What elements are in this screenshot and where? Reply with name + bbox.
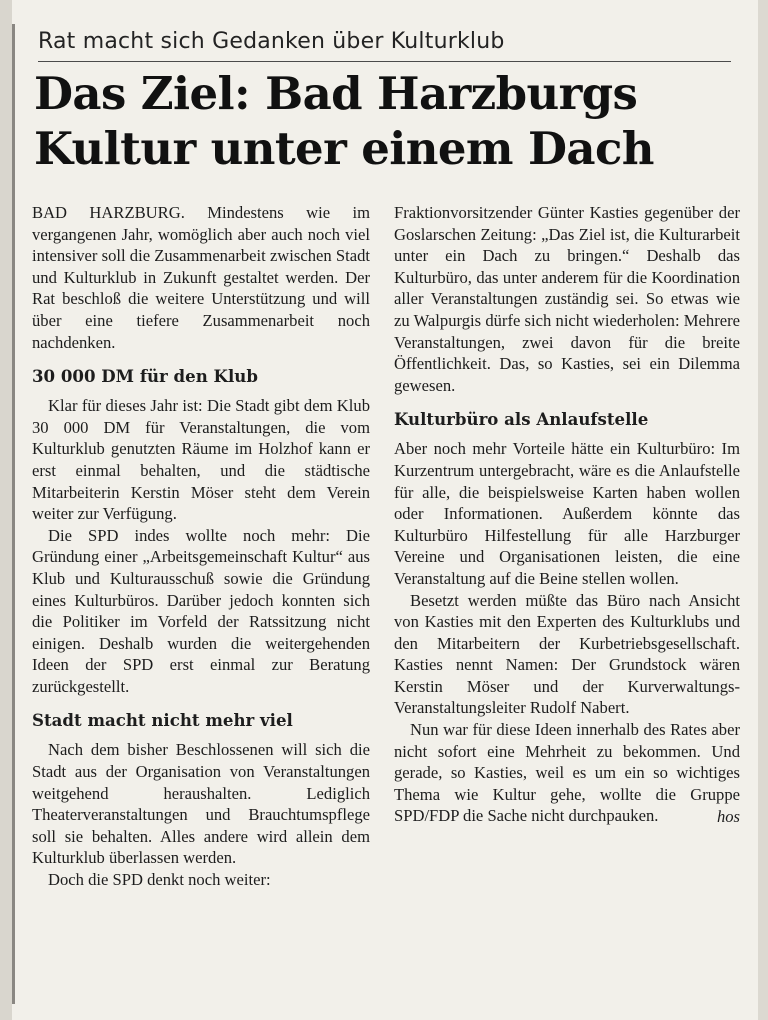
article-column-1	[32, 202, 370, 891]
subheading-kulturbuero: Kulturbüro als Anlaufstelle	[394, 409, 649, 430]
headline-line-1: Das Ziel: Bad Harzburgs	[34, 67, 638, 120]
author-signature: hos	[716, 807, 740, 827]
lead-paragraph: BAD HARZBURG. Mindestens wie im vergangenen Jahr, womöglich aber auch noch viel intensiver soll die Zusammenarbeit zwischen Stadt und Kulturklub in Zukunft gestaltet werden. Der Rat beschloß die weitere Unterstützung und will über eine tiefere Zusammenarbeit noch nachdenken.	[32, 203, 370, 352]
paragraph: Nun war für diese Ideen innerhalb des Rates aber nicht sofort eine Mehrheit zu bekommen. Und gerade, so Kasties, weil es um ein so wichtiges Thema wie Kultur gehe, wollte die Gruppe SPD/FDP die Sache nicht durchpauken.	[394, 720, 740, 826]
paragraph: Klar für dieses Jahr ist: Die Stadt gibt dem Klub 30 000 DM für Veranstaltungen, die vom Kulturklub genutzten Räume im Holzhof kann er erst einmal behalten, und die städtische Mitarbeiterin Kerstin Möser steht dem Verein weiter zur Verfügung.	[32, 396, 370, 524]
paragraph: Die SPD indes wollte noch mehr: Die Gründung einer „Arbeitsgemeinschaft Kultur“ aus Klub und Kulturausschuß sowie die Gründung eines Kulturbüros. Darüber jedoch konnten sich die Politiker im Vorfeld der Ratssitzung nicht einigen. Deshalb wurden die weitergehenden Ideen der SPD erst einmal zur Beratung zurückgestellt.	[32, 525, 370, 696]
paragraph: Aber noch mehr Vorteile hätte ein Kulturbüro: Im Kurzentrum untergebracht, wäre es die Anlaufstelle für alle, die beispielsweise Karten haben wollen oder Informationen. Außerdem könnte das Kulturbüro Hilfestellung für alle Harzburger Vereine und Organisationen leisten, die eine Veranstaltung auf die Beine stellen wollen.	[394, 439, 740, 588]
subheading-stadt: Stadt macht nicht mehr viel	[32, 710, 293, 731]
page-edge-left	[0, 0, 12, 1020]
paragraph: Doch die SPD denkt noch weiter:	[48, 870, 271, 890]
paragraph: Fraktionvorsitzender Günter Kasties gegenüber der Goslarschen Zeitung: „Das Ziel ist, die Kulturarbeit unter ein Dach zu bringen.“ Deshalb das Kulturbüro, das unter anderem für die Koordination aller Veranstaltungen zuständig sei. So etwas wie zu Walpurgis dürfe sich nicht wiederholen: Mehrere Veranstaltungen, zwei davon für die breite Öffentlichkeit. Das, so Kasties, sei ein Dilemma gewesen.	[394, 203, 740, 395]
paragraph: Besetzt werden müßte das Büro nach Ansicht von Kasties mit den Experten des Kulturklubs und den Mitarbeitern der Kurbetriebsgesellschaft. Kasties nennt Namen: Der Grundstock wären Kerstin Möser und der Kurverwaltungs-Veranstaltungsleiter Rudolf Nabert.	[394, 590, 740, 718]
kicker-underline	[38, 61, 731, 62]
article-headline	[34, 66, 744, 176]
paragraph: Nach dem bisher Beschlossenen will sich die Stadt aus der Organisation von Veranstaltungen weitgehend heraushalten. Lediglich Theaterveranstaltungen und Brauchtumspflege soll sie behalten. Alles andere wird allein dem Kulturklub überlassen werden.	[32, 740, 370, 868]
column-rule	[12, 24, 15, 1004]
headline-line-2: Kultur unter einem Dach	[34, 122, 654, 175]
subheading-klub: 30 000 DM für den Klub	[32, 366, 258, 387]
article-column-2	[394, 202, 740, 828]
article-kicker: Rat macht sich Gedanken über Kulturklub	[38, 29, 505, 54]
page-edge-right	[758, 0, 768, 1020]
